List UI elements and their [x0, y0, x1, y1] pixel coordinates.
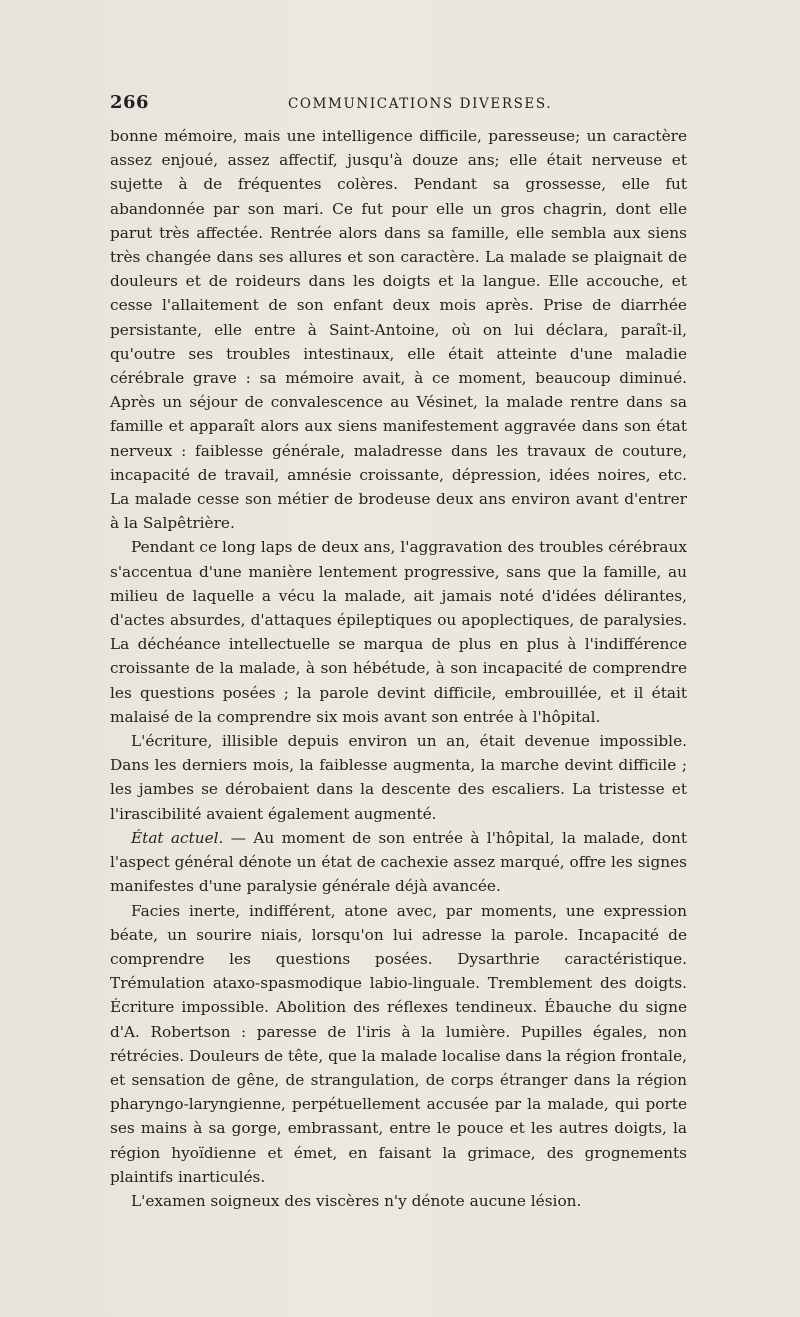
body-text: [110, 124, 687, 1213]
paragraph-text: bonne mémoire, mais une intelligence difficile, paresseuse; un caractère assez enjoué, assez affectif, jusqu'à douze ans; elle était nerveuse et sujette à de fréquentes colères. Pendant sa grossesse, elle fut abandonnée par son mari. Ce fut pour elle un gros chagrin, dont elle parut très affectée. Rentrée alors dans sa famille, elle sembla aux siens très changée dans ses allures et son caractère. La malade se plaignait de douleurs et de roideurs dans les doigts et la langue. Elle accouche, et cesse l'allaitement de son enfant deux mois après. Prise de diarrhée persistante, elle entre à Saint-Antoine, où on lui déclara, paraît-il, qu'outre ses troubles intestinaux, elle était atteinte d'une maladie cérébrale grave : sa mémoire avait, à ce moment, beaucoup diminué. Après un séjour de convalescence au Vésinet, la malade rentre dans sa famille et apparaît alors aux siens manifestement aggravée dans son état nerveux : faiblesse générale, maladresse dans les travaux de couture, incapacité de travail, amnésie croissante, dépression, idées noires, etc. La malade cesse son métier de brodeuse deux ans environ avant d'entrer à la Salpêtrière.: [110, 127, 687, 533]
running-title: COMMUNICATIONS DIVERSES.: [288, 96, 553, 112]
paragraph: [110, 729, 687, 826]
paragraph-text: L'écriture, illisible depuis environ un an, était devenue impossible. Dans les derniers mois, la faiblesse augmenta, la marche devint difficile ; les jambes se dérobaient dans la descente des escaliers. La tristesse et l'irascibilité avaient également augmenté.: [110, 732, 687, 823]
paragraph-text: Pendant ce long laps de deux ans, l'aggravation des troubles cérébraux s'accentua d'une manière lentement progressive, sans que la famille, au milieu de laquelle a vécu la malade, ait jamais noté d'idées délirantes, d'actes absurdes, d'attaques épileptiques ou apoplectiques, de paralysies. La déchéance intellectuelle se marqua de plus en plus à l'indifférence croissante de la malade, à son hébétude, à son incapacité de comprendre les questions posées ; la parole devint difficile, embrouillée, et il était malaisé de la comprendre six mois avant son entrée à l'hôpital.: [110, 538, 687, 726]
page-header: [110, 92, 690, 116]
paragraph-text: L'examen soigneux des viscères n'y dénote aucune lésion.: [131, 1191, 582, 1210]
paragraph-text: — Au moment de son entrée à l'hôpital, la malade, dont l'aspect général dénote un état de cachexie assez marqué, offre les signes manifestes d'une paralysie générale déjà avancée.: [110, 828, 687, 896]
paragraph: [110, 826, 687, 899]
paragraph: [110, 124, 687, 535]
paragraph-text: Facies inerte, indifférent, atone avec, par moments, une expression béate, un sourire niais, lorsqu'on lui adresse la parole. Incapacité de comprendre les questions posées. Dysarthrie caractéristique. Trémulation ataxo-spasmodique labio-linguale. Tremblement des doigts. Écriture impossible. Abolition des réflexes tendineux. Ébauche du signe d'A. Robertson : paresse de l'iris à la lumière. Pupilles égales, non rétrécies. Douleurs de tête, que la malade localise dans la région frontale, et sensation de gêne, de strangulation, de corps étranger dans la région pharyngo-laryngienne, perpétuellement accusée par la malade, qui porte ses mains à sa gorge, embrassant, entre le pouce et les autres doigts, la région hyoïdienne et émet, en faisant la grimace, des grognements plaintifs inarticulés.: [110, 901, 687, 1186]
paragraph: [110, 1189, 687, 1213]
section-lead: État actuel.: [131, 828, 224, 847]
paragraph: [110, 535, 687, 729]
page-number: 266: [110, 92, 150, 113]
paragraph: [110, 899, 687, 1189]
